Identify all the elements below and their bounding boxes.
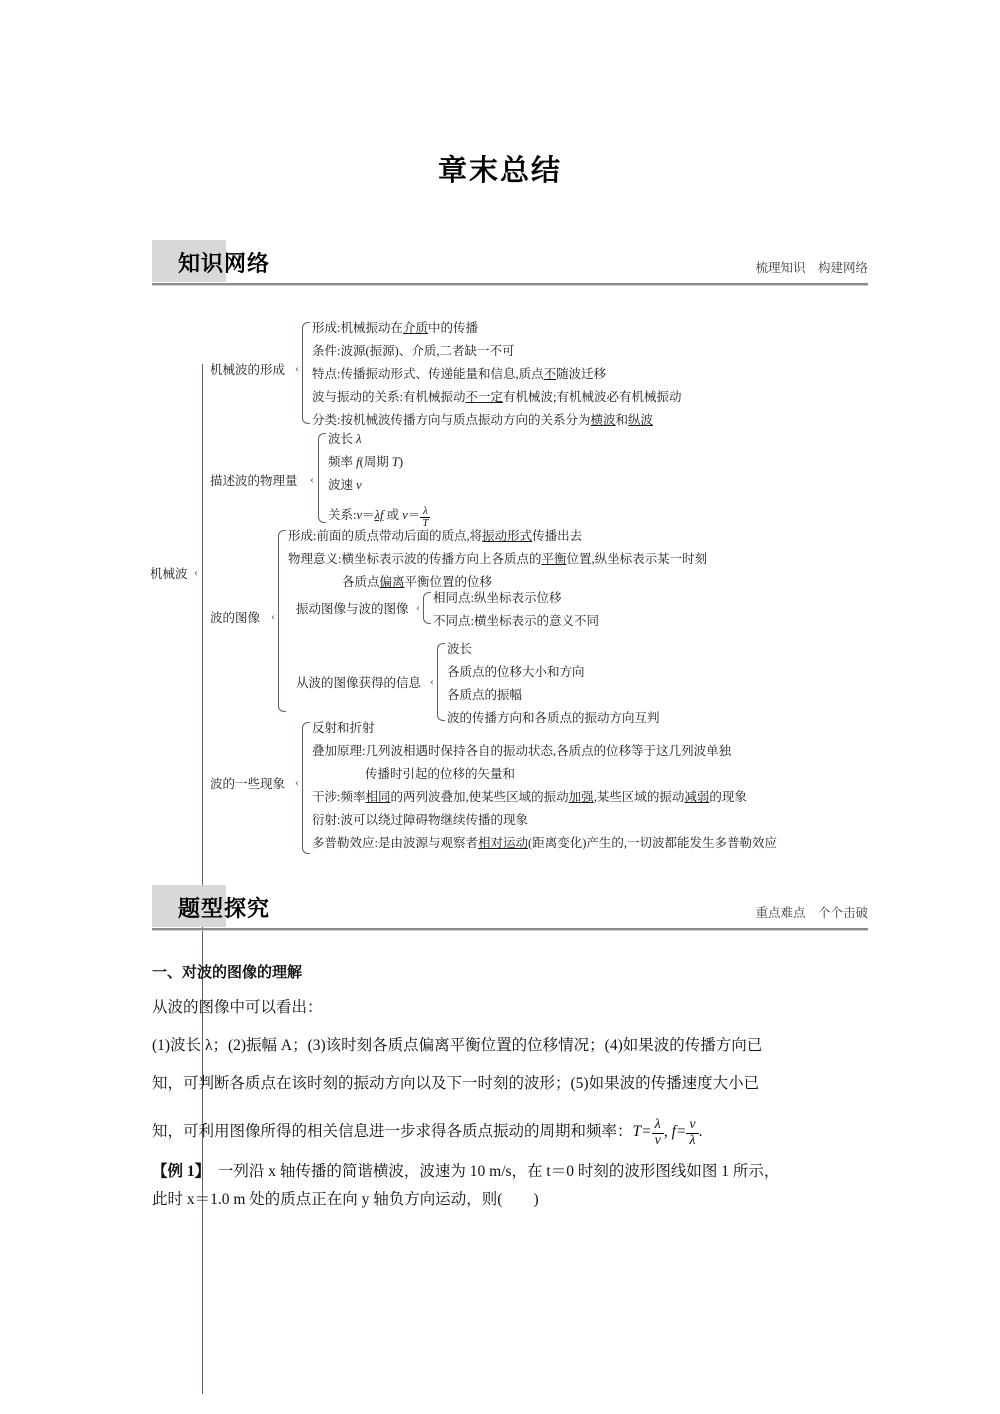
branch-3-subgroup-2-arrow: ‹ [430, 674, 434, 688]
branch-3-subgroup-2-item-4: 波的传播方向和各质点的振动方向互判 [447, 711, 660, 725]
body-para-line-3-text: 知，可利用图像所得的相关信息进一步求得各质点振动的周期和频率： [152, 1122, 633, 1140]
branch-2-item-1: 波长 λ [328, 432, 362, 446]
branch-3-subgroup-2-item-3: 各质点的振幅 [447, 688, 523, 702]
section-subtitle-knowledge-network: 梳理知识 构建网络 [755, 261, 868, 275]
page-title: 章末总结 [437, 155, 562, 187]
section-title-knowledge-network: 知识网络 [178, 251, 271, 276]
section-rule [152, 283, 868, 286]
formula-2-fraction: $\frac{v}{\lambda}$ [686, 1118, 698, 1148]
branch-3-subgroup-1-label: 振动图像与波的图像 [296, 602, 409, 616]
branch-1-item-4: 波与振动的关系:有机械振动不一定有机械波;有机械波必有机械振动 [312, 390, 682, 404]
branch-1-arrow: ‹ [295, 361, 299, 375]
branch-1-item-1: 形成:机械振动在介质中的传播 [312, 321, 479, 335]
branch-2-brace [318, 433, 326, 523]
branch-4-item-5: 衍射:波可以绕过障碍物继续传播的现象 [312, 813, 528, 827]
branch-1-item-5: 分类:按机械波传播方向与质点振动方向的关系分为横波和纵波 [312, 413, 654, 427]
branch-4-arrow: ‹ [295, 775, 299, 789]
branch-3-subgroup-2-brace [437, 643, 445, 721]
branch-3-subgroup-2-item-2: 各质点的位移大小和方向 [447, 665, 585, 679]
example-tag: 【例 1】 [152, 1163, 211, 1180]
section-title-question-types: 题型探究 [178, 896, 271, 921]
formula-1-lhs: T= [632, 1122, 652, 1140]
section-header-question-types [152, 885, 868, 931]
section-subtitle-question-types: 重点难点 个个击破 [755, 906, 868, 920]
body-para-line-2: 知，可判断各质点在该时刻的振动方向以及下一时刻的波形；(5)如果波的传播速度大小已 [152, 1075, 760, 1092]
example-line-1 [152, 1164, 779, 1180]
example-line-2: 此时 x＝1.0 m 处的质点正在向 y 轴负方向运动，则( ) [152, 1191, 539, 1208]
root-brace-arrow: ‹ [194, 565, 198, 579]
branch-3-subgroup-2-item-1: 波长 [447, 642, 473, 656]
branch-3-label: 波的图像 [210, 611, 261, 625]
branch-4-item-6: 多普勒效应:是由波源与观察者相对运动(距离变化)产生的,一切波都能发生多普勒效应 [312, 836, 777, 850]
branch-4-brace [302, 722, 310, 854]
branch-2-item-2: 频率 f(周期 T) [328, 455, 404, 469]
branch-1-label: 机械波的形成 [210, 363, 286, 377]
branch-4-item-3: 传播时引起的位移的矢量和 [365, 767, 516, 781]
branch-2-arrow: ‹ [310, 472, 314, 486]
branch-3-subgroup-1-arrow: ‹ [416, 600, 420, 614]
branch-1-item-3: 特点:传播振动形式、传递能量和信息,质点不随波迁移 [312, 367, 607, 381]
body-para-line-3 [152, 1118, 702, 1148]
formula-separator: , [663, 1122, 668, 1140]
branch-3-subgroup-1-brace [423, 592, 431, 624]
branch-2-label: 描述波的物理量 [210, 474, 298, 488]
section-header-knowledge-network [152, 240, 868, 286]
tree-root-label: 机械波 [150, 567, 188, 581]
body-para-line-1: (1)波长 λ；(2)振幅 A；(3)该时刻各质点偏离平衡位置的位移情况；(4)如果波的传播方向已 [152, 1037, 763, 1054]
branch-3-brace [278, 530, 286, 712]
body-lead: 从波的图像中可以看出： [152, 999, 323, 1016]
branch-3-subgroup-1-item-1: 相同点:纵坐标表示位移 [433, 591, 562, 605]
branch-4-label: 波的一些现象 [210, 777, 286, 791]
branch-3-subgroup-2-label: 从波的图像获得的信息 [296, 676, 422, 690]
branch-3-item-1: 形成:前面的质点带动后面的质点,将振动形式传播出去 [288, 529, 583, 543]
branch-3-arrow: ‹ [271, 609, 275, 623]
branch-3-item-3: 各质点偏离平衡位置的位移 [342, 575, 493, 589]
knowledge-network-diagram [150, 300, 890, 860]
branch-1-brace [302, 322, 310, 424]
branch-2-item-4: 关系:v＝λf 或 v＝ $\frac{\lambda}{T}$ [328, 505, 429, 529]
branch-3-item-2: 物理意义:横坐标表示波的传播方向上各质点的平衡位置,纵坐标表示某一时刻 [288, 552, 708, 566]
root-trunk-line-main [202, 364, 203, 1394]
body-heading: 一、对波的图像的理解 [152, 964, 303, 981]
example-line-1-text: 一列沿 x 轴传播的简谐横波，波速为 10 m/s，在 t＝0 时刻的波形图线如图 1 所示， [217, 1163, 780, 1180]
branch-4-item-2: 叠加原理:几列波相遇时保持各自的振动状态,各质点的位移等于这几列波单独 [312, 744, 732, 758]
formula-1-fraction: $\frac{\lambda}{v}$ [652, 1118, 664, 1148]
branch-4-item-4: 干涉:频率相同的两列波叠加,使某些区域的振动加强,某些区域的振动减弱的现象 [312, 790, 747, 804]
formula-2-lhs: f= [671, 1122, 687, 1140]
branch-1-item-2: 条件:波源(振源)、介质,二者缺一不可 [312, 344, 515, 358]
branch-4-item-1: 反射和折射 [312, 721, 375, 735]
section-rule-2 [152, 928, 868, 931]
branch-3-subgroup-1-item-2: 不同点:横坐标表示的意义不同 [433, 614, 599, 628]
branch-2-item-3: 波速 v [328, 478, 362, 492]
formula-2-end: . [698, 1122, 703, 1140]
